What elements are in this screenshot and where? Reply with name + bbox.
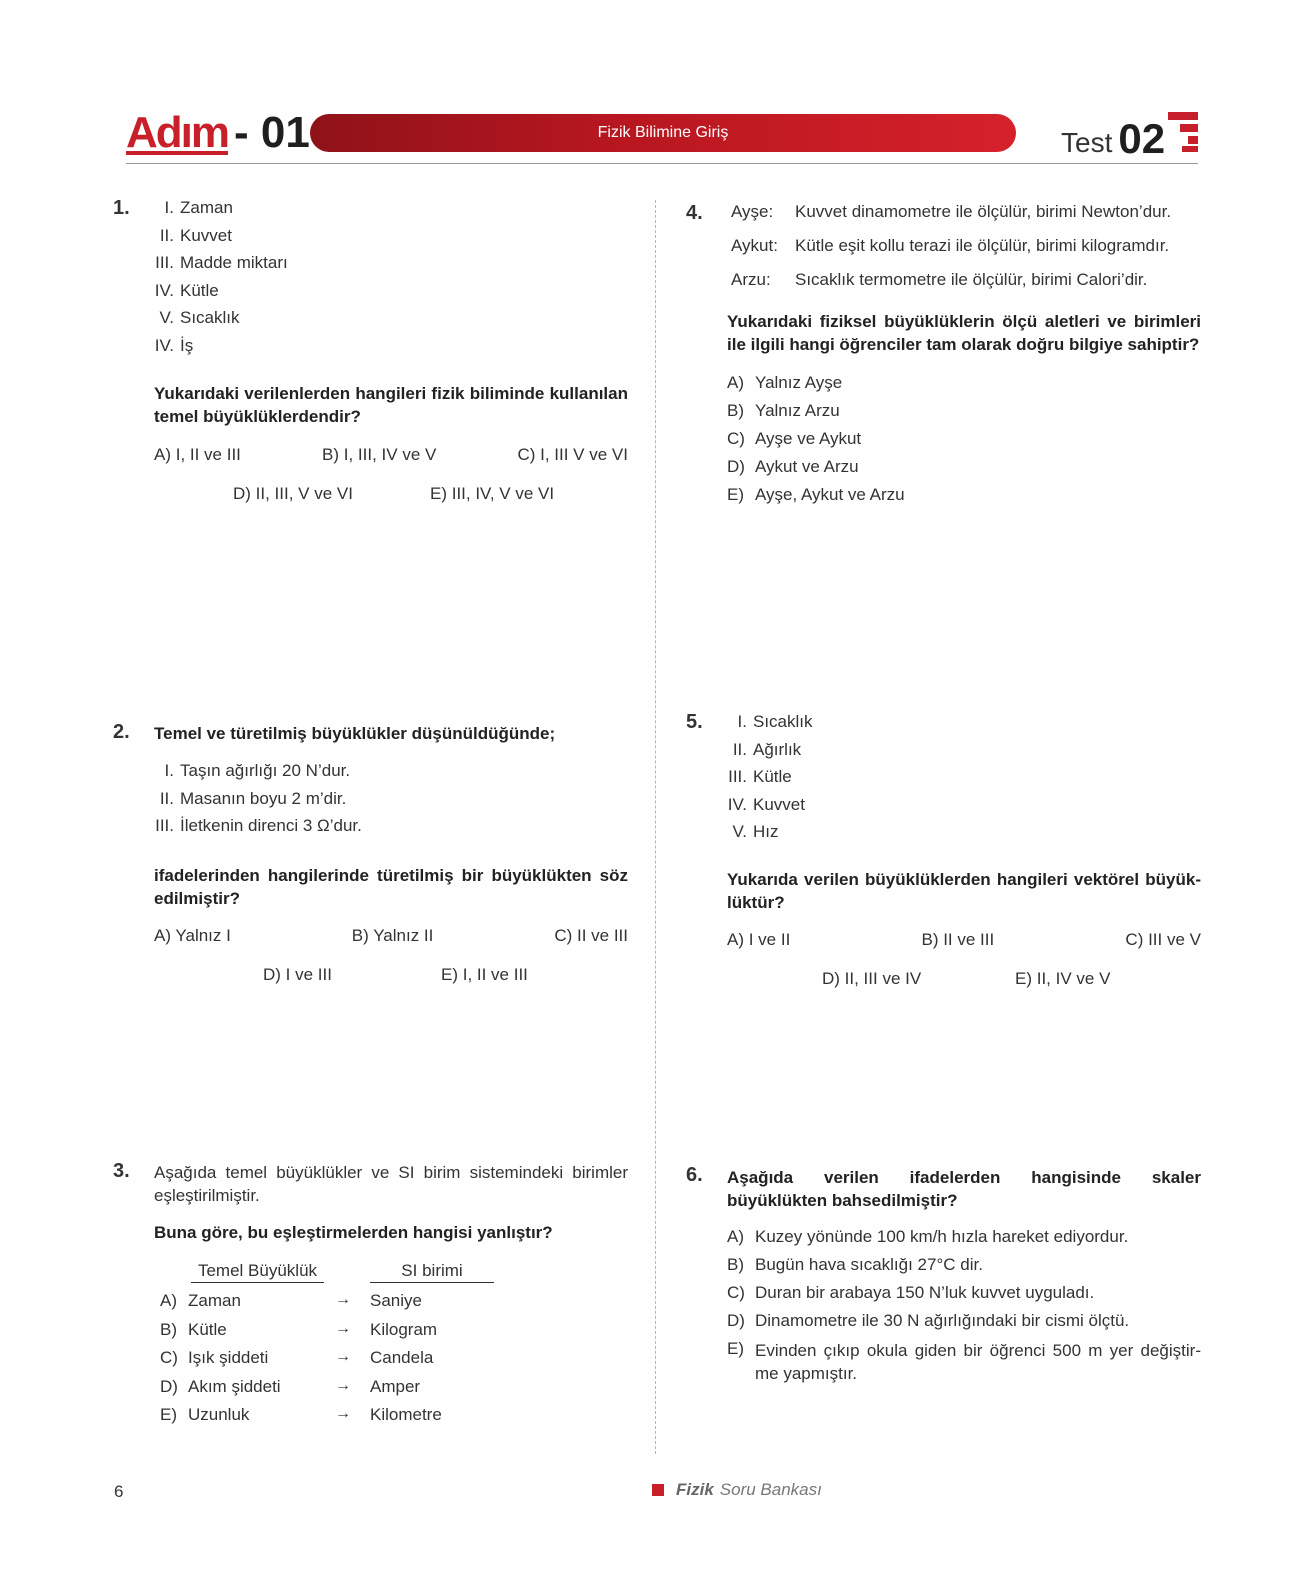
answer-option[interactable]: C) Duran bir arabaya 150 N’luk kuvvet uyguladı.	[727, 1283, 1095, 1302]
answer-option[interactable]: C) Ayşe ve Aykut	[727, 429, 862, 448]
arrow-right-icon: →	[335, 1376, 351, 1394]
question-2-stem: ifadelerinden hangilerinde türetilmiş bir büyüklükten söz edilmiştir?	[154, 866, 628, 908]
answer-option[interactable]: D) Dinamometre ile 30 N ağırlığındaki bir cismi ölçtü.	[727, 1311, 1130, 1330]
question-4-options	[727, 373, 1201, 513]
answer-option[interactable]: D) I ve III	[263, 965, 332, 984]
answer-option[interactable]: C) II ve III	[554, 926, 628, 945]
list-item: I. Taşın ağırlığı 20 N’dur.	[164, 761, 351, 780]
list-item: III. Kütle	[728, 767, 792, 786]
answer-option[interactable]: A) I ve II	[727, 930, 791, 949]
arrow-right-icon: →	[335, 1348, 351, 1365]
header-divider	[126, 163, 1198, 164]
answer-option[interactable]: A) I, II ve III	[154, 445, 241, 464]
list-item: II. Masanın boyu 2 m’dir.	[159, 788, 347, 808]
question-1-items	[148, 198, 288, 363]
question-4-stem: Yukarıdaki fiziksel büyüklüklerin ölçü aletleri ve birimleri ile ilgili hangi öğrenciler tam olarak doğru bilgiye sahiptir?	[727, 312, 1201, 354]
answer-option[interactable]: D) II, III ve IV	[822, 969, 922, 988]
question-3-stem: Buna göre, bu eşleştirmelerden hangisi yanlıştır?	[154, 1223, 553, 1242]
list-item: V. Sıcaklık	[159, 308, 240, 327]
list-item: Arzu: Sıcaklık termometre ile ölçülür, birimi Calori’dir.	[731, 270, 1148, 289]
test-number: 02	[1118, 115, 1166, 162]
list-item: IV. İş	[154, 335, 194, 355]
answer-option[interactable]: B) Yalnız Arzu	[727, 401, 840, 420]
table-row[interactable]: B) Kütle → Kilogram	[160, 1319, 438, 1339]
answer-option[interactable]: A) Kuzey yönünde 100 km/h hızla hareket ediyordur.	[727, 1227, 1129, 1246]
question-2-options-row-1	[154, 926, 628, 946]
list-item: IV. Kuvvet	[727, 794, 805, 814]
answer-option[interactable]: E) Evinden çıkıp okula giden bir öğrenci 500 m yer değiştir-me yapmıştır.	[727, 1339, 1201, 1383]
question-6-stem: Aşağıda verilen ifadelerden hangisinde skaler büyüklükten bahsedilmiştir?	[727, 1168, 1201, 1210]
question-3-intro: Aşağıda temel büyüklükler ve SI birim sistemindeki birimler eşleştirilmiştir.	[154, 1163, 628, 1205]
question-4-number: 4.	[686, 202, 703, 224]
answer-option[interactable]: A) Yalnız Ayşe	[727, 373, 843, 392]
answer-option[interactable]: C) III ve V	[1125, 930, 1201, 949]
square-bullet-icon	[652, 1484, 664, 1496]
question-3-number: 3.	[113, 1160, 130, 1182]
table-header-quantity: Temel Büyüklük	[191, 1261, 324, 1283]
list-item: Aykut: Kütle eşit kollu terazi ile ölçülür, birimi kilogramdır.	[731, 236, 1170, 255]
table-row[interactable]: C) Işık şiddeti → Candela	[160, 1348, 434, 1367]
brand-word: Adım	[126, 107, 228, 157]
answer-option[interactable]: D) Aykut ve Arzu	[727, 457, 859, 476]
question-3-table	[160, 1291, 500, 1434]
test-logo-icon	[1168, 112, 1198, 154]
question-1-stem: Yukarıdaki verilenlerden hangileri fizik biliminde kullanılan temel büyüklüklerdendir?	[154, 384, 628, 426]
list-item: V. Hız	[732, 822, 779, 841]
answer-option[interactable]: D) II, III, V ve VI	[233, 484, 353, 503]
question-1-options-row-1	[154, 445, 628, 465]
answer-option[interactable]: B) II ve III	[921, 930, 995, 949]
test-badge	[1061, 110, 1165, 160]
step-number: - 01	[234, 108, 310, 157]
list-item: IV. Kütle	[154, 280, 219, 300]
question-2-intro: Temel ve türetilmiş büyüklükler düşünüldüğünde;	[154, 724, 556, 743]
question-1-number: 1.	[113, 197, 130, 219]
question-5-stem: Yukarıda verilen büyüklüklerden hangileri vektörel büyük-lüktür?	[727, 870, 1201, 912]
test-label: Test	[1061, 127, 1113, 159]
chapter-banner	[310, 114, 1016, 152]
question-6-number: 6.	[686, 1164, 703, 1186]
list-item: II. Ağırlık	[732, 739, 802, 759]
list-item: I. Zaman	[164, 198, 233, 217]
answer-option[interactable]: E) III, IV, V ve VI	[430, 484, 555, 503]
answer-option[interactable]: E) I, II ve III	[441, 965, 528, 984]
brand-logo	[126, 108, 310, 158]
arrow-right-icon: →	[335, 1405, 351, 1422]
question-2-items	[148, 761, 448, 844]
answer-option[interactable]: C) I, III V ve VI	[517, 445, 628, 464]
arrow-right-icon: →	[335, 1291, 351, 1308]
chapter-title: Fizik Bilimine Giriş	[597, 124, 729, 141]
table-row[interactable]: D) Akım şiddeti → Amper	[160, 1376, 421, 1396]
book-title-subject: Fizik	[676, 1480, 714, 1499]
table-row[interactable]: A) Zaman → Saniye	[160, 1291, 422, 1310]
question-4-statements	[731, 202, 1201, 304]
answer-option[interactable]: B) I, III, IV ve V	[322, 445, 437, 464]
table-header-unit: SI birimi	[370, 1261, 494, 1283]
answer-option[interactable]: E) II, IV ve V	[1015, 969, 1111, 988]
book-title	[652, 1480, 822, 1500]
table-row[interactable]: E) Uzunluk → Kilometre	[160, 1405, 442, 1424]
answer-option[interactable]: E) Ayşe, Aykut ve Arzu	[727, 485, 905, 504]
list-item: I. Sıcaklık	[737, 712, 813, 731]
list-item: III. Madde miktarı	[155, 253, 288, 272]
question-2-number: 2.	[113, 721, 130, 743]
arrow-right-icon: →	[335, 1319, 351, 1337]
book-title-rest: Soru Bankası	[719, 1480, 822, 1499]
answer-option[interactable]: A) Yalnız I	[154, 926, 231, 945]
question-5-options-row-1	[727, 930, 1201, 950]
question-6-options	[727, 1227, 1201, 1385]
list-item: II. Kuvvet	[159, 225, 232, 245]
list-item: Ayşe: Kuvvet dinamometre ile ölçülür, birimi Newton’dur.	[731, 202, 1172, 221]
column-divider	[655, 200, 656, 1454]
page-number: 6	[114, 1482, 124, 1501]
question-5-items	[721, 712, 841, 850]
answer-option[interactable]: B) Yalnız II	[351, 926, 434, 945]
question-5-number: 5.	[686, 711, 703, 733]
answer-option[interactable]: B) Bugün hava sıcaklığı 27°C dir.	[727, 1255, 983, 1274]
list-item: III. İletkenin direnci 3 Ω’dur.	[155, 816, 362, 835]
